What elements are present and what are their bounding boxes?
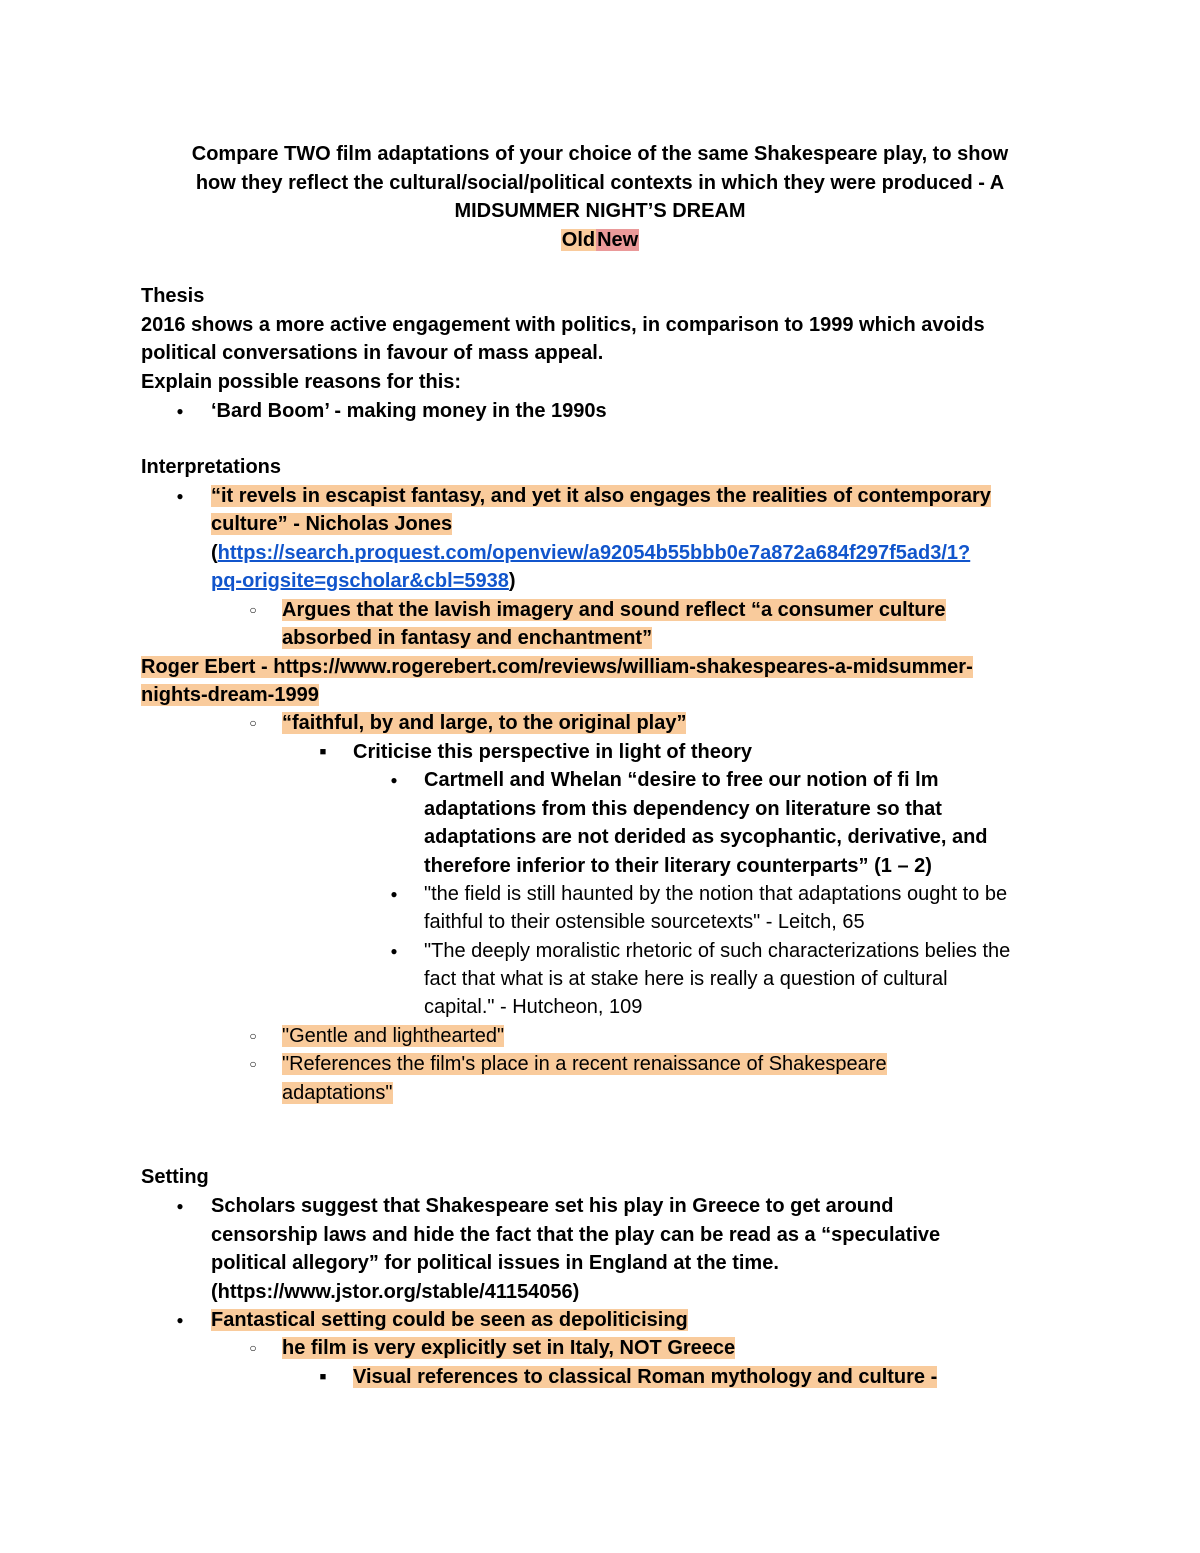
list-item: absorbed in fantasy and enchantment”: [282, 627, 653, 649]
list-item: Cartmell and Whelan “desire to free our notion of fi lm: [424, 769, 939, 791]
ebert-source: nights-dream-1999: [141, 684, 319, 706]
list-item: "the field is still haunted by the notion that adaptations ought to be: [424, 883, 1008, 905]
list-item: Criticise this perspective in light of theory: [353, 741, 752, 763]
ebert-source: Roger Ebert - https://www.rogerebert.com/reviews/william-shakespeares-a-midsummer-: [141, 656, 973, 678]
document-title: [140, 140, 1060, 254]
list-item: Argues that the lavish imagery and sound reflect “a consumer culture: [282, 599, 946, 621]
list-item: capital." - Hutcheon, 109: [424, 996, 643, 1018]
list-item: censorship laws and hide the fact that the play can be read as a “speculative: [211, 1224, 941, 1246]
list-item: "The deeply moralistic rhetoric of such characterizations belies the: [424, 940, 1011, 962]
list-item: Fantastical setting could be seen as depoliticising: [211, 1309, 688, 1331]
title-line: how they reflect the cultural/social/political contexts in which they were produced - A: [195, 171, 1005, 194]
legend-new: New: [597, 228, 639, 251]
bullet-circle-icon: ○: [249, 716, 257, 730]
list-item: Scholars suggest that Shakespeare set his play in Greece to get around: [211, 1195, 894, 1217]
list-item: "Gentle and lighthearted": [282, 1025, 505, 1047]
list-item: political allegory” for political issues in England at the time.: [211, 1252, 779, 1274]
list-item: (https://www.jstor.org/stable/41154056): [211, 1281, 580, 1303]
proquest-link[interactable]: pq-origsite=gscholar&cbl=5938: [211, 570, 509, 592]
setting-heading: Setting: [141, 1166, 209, 1188]
thesis-text: 2016 shows a more active engagement with politics, in comparison to 1999 which avoids: [141, 314, 985, 336]
bullet-disc-icon: ●: [176, 1199, 184, 1213]
title-line: Compare TWO film adaptations of your choice of the same Shakespeare play, to show: [191, 143, 1009, 165]
source-link-line: (https://search.proquest.com/openview/a92054b55bbb0e7a872a684f297f5ad3/1?: [211, 542, 971, 564]
bullet-circle-icon: ○: [249, 1057, 257, 1071]
bullet-square-icon: ■: [319, 1371, 327, 1383]
bullet-circle-icon: ○: [249, 603, 257, 617]
bullet-circle-icon: ○: [249, 1341, 257, 1355]
list-item: “faithful, by and large, to the original play”: [282, 712, 687, 734]
list-item: adaptations are not derided as sycophantic, derivative, and: [424, 826, 988, 848]
bullet-disc-icon: ●: [176, 489, 184, 503]
list-item: faithful to their ostensible sourcetexts" - Leitch, 65: [424, 911, 865, 933]
list-item: "References the film's place in a recent renaissance of Shakespeare: [282, 1053, 887, 1075]
list-item: ‘Bard Boom’ - making money in the 1990s: [211, 400, 607, 422]
bullet-disc-icon: ●: [390, 887, 398, 901]
thesis-explain: Explain possible reasons for this:: [141, 371, 462, 393]
list-item: fact that what is at stake here is really a question of cultural: [424, 968, 948, 990]
list-item: he film is very explicitly set in Italy, NOT Greece: [282, 1337, 736, 1359]
bullet-disc-icon: ●: [176, 1313, 184, 1327]
bullet-disc-icon: ●: [390, 944, 398, 958]
legend-old: Old: [561, 228, 596, 251]
interpretations-heading: Interpretations: [141, 456, 282, 478]
color-legend: [140, 226, 1060, 255]
quote-jones: culture” - Nicholas Jones: [211, 513, 453, 535]
list-item: adaptations from this dependency on literature so that: [424, 798, 942, 820]
list-item: Visual references to classical Roman mythology and culture -: [353, 1366, 938, 1388]
thesis-text: political conversations in favour of mass appeal.: [141, 342, 604, 364]
list-item: adaptations": [282, 1082, 393, 1104]
thesis-heading: Thesis: [141, 285, 205, 307]
title-line: MIDSUMMER NIGHT’S DREAM: [454, 200, 746, 223]
bullet-square-icon: ■: [319, 746, 327, 758]
source-link-line: pq-origsite=gscholar&cbl=5938): [211, 570, 516, 592]
bullet-circle-icon: ○: [249, 1029, 257, 1043]
bullet-disc-icon: ●: [176, 404, 184, 418]
list-item: therefore inferior to their literary counterparts” (1 – 2): [424, 855, 932, 877]
bullet-disc-icon: ●: [390, 773, 398, 787]
proquest-link[interactable]: https://search.proquest.com/openview/a92054b55bbb0e7a872a684f297f5ad3/1?: [217, 542, 971, 564]
quote-jones: “it revels in escapist fantasy, and yet it also engages the realities of contemporary: [211, 485, 991, 507]
